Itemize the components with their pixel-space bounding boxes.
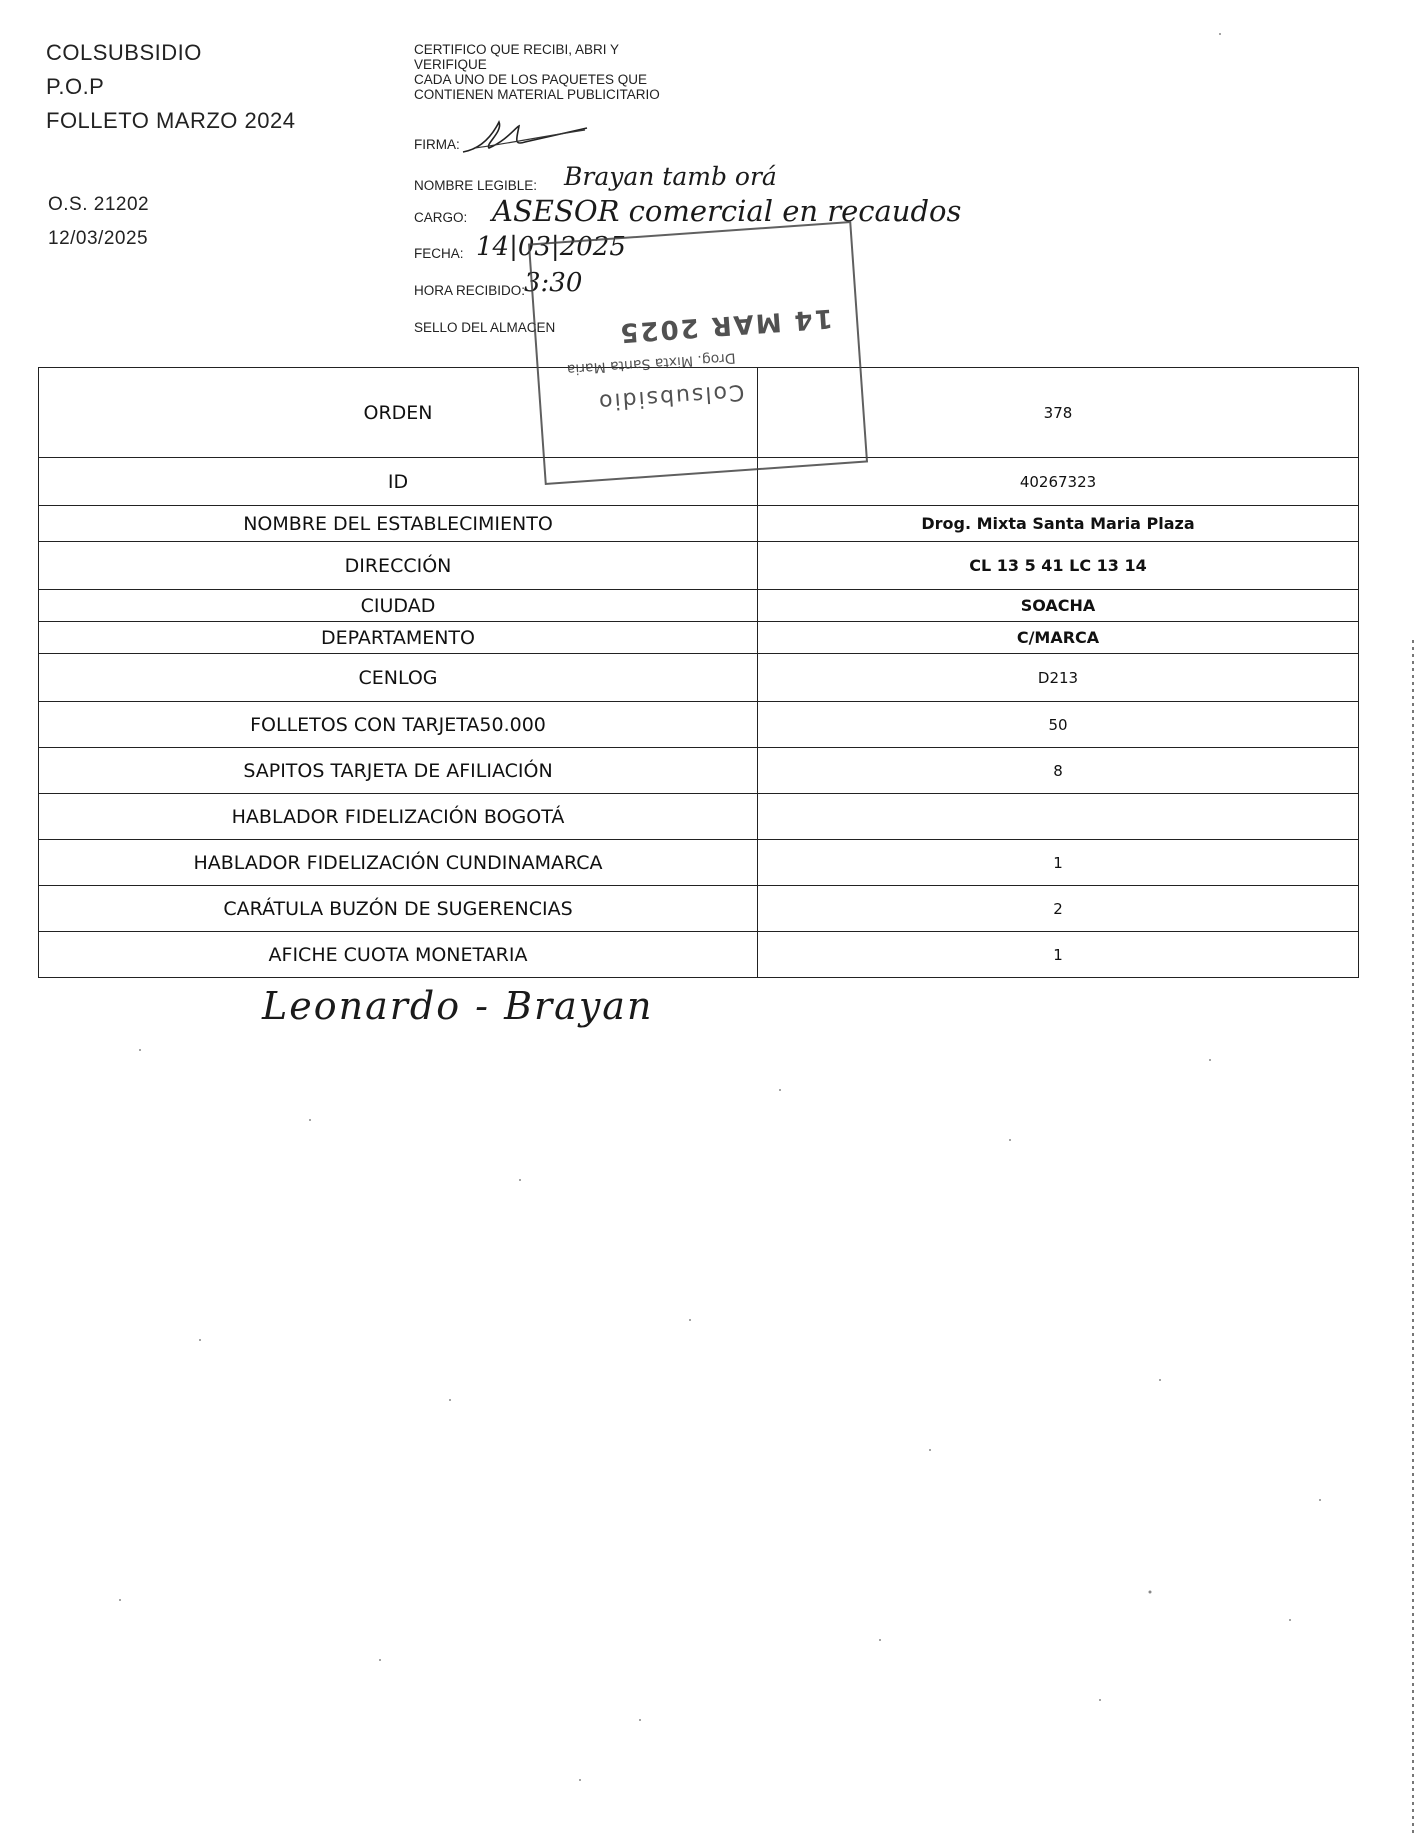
row-label: ID (39, 458, 758, 506)
nombre-label: NOMBRE LEGIBLE: (414, 178, 538, 193)
row-label: HABLADOR FIDELIZACIÓN BOGOTÁ (39, 794, 758, 840)
sello-label: SELLO DEL ALMACEN (414, 320, 556, 335)
row-value: SOACHA (758, 590, 1359, 622)
cert-line-1: CERTIFICO QUE RECIBI, ABRI Y (414, 42, 620, 57)
company-name: COLSUBSIDIO (46, 40, 202, 65)
row-label: ORDEN (39, 368, 758, 458)
cert-line-2: VERIFIQUE (414, 57, 487, 72)
row-label: NOMBRE DEL ESTABLECIMIENTO (39, 506, 758, 542)
service-order: O.S. 21202 (48, 194, 150, 215)
row-label: DIRECCIÓN (39, 542, 758, 590)
campaign-title: FOLLETO MARZO 2024 (46, 108, 296, 133)
row-value: Drog. Mixta Santa Maria Plaza (758, 506, 1359, 542)
row-value: 1 (758, 932, 1359, 978)
row-label: SAPITOS TARJETA DE AFILIACIÓN (39, 748, 758, 794)
cargo-handwritten: ASESOR comercial en recaudos (492, 194, 962, 228)
stamp-date: 14 MAR 2025 (617, 302, 834, 348)
order-date: 12/03/2025 (48, 228, 149, 249)
footer-handwriting: Leonardo - Brayan (262, 984, 654, 1028)
row-value: CL 13 5 41 LC 13 14 (758, 542, 1359, 590)
row-label: CARÁTULA BUZÓN DE SUGERENCIAS (39, 886, 758, 932)
fecha-label: FECHA: (414, 246, 464, 261)
row-value: 50 (758, 702, 1359, 748)
stamp-line-1: Colsubsidio (596, 378, 746, 415)
row-value: 1 (758, 840, 1359, 886)
fecha-handwritten: 14|03|2025 (476, 232, 626, 262)
row-label: CIUDAD (39, 590, 758, 622)
material-type: P.O.P (46, 74, 105, 99)
row-value: 378 (758, 368, 1359, 458)
row-value: 2 (758, 886, 1359, 932)
nombre-handwritten: Brayan tamb orá (564, 162, 777, 191)
row-value: 40267323 (758, 458, 1359, 506)
hora-label: HORA RECIBIDO: (414, 283, 526, 298)
row-label: AFICHE CUOTA MONETARIA (39, 932, 758, 978)
cert-line-3: CADA UNO DE LOS PAQUETES QUE (414, 72, 648, 87)
cargo-label: CARGO: (414, 210, 468, 225)
row-label: FOLLETOS CON TARJETA50.000 (39, 702, 758, 748)
stamp-line-2: Drog. Mixta Santa Maria (566, 349, 737, 378)
row-label: CENLOG (39, 654, 758, 702)
firma-label: FIRMA: (414, 137, 460, 152)
row-label: DEPARTAMENTO (39, 622, 758, 654)
row-value: C/MARCA (758, 622, 1359, 654)
cert-line-4: CONTIENEN MATERIAL PUBLICITARIO (414, 87, 660, 102)
hora-handwritten: 3:30 (524, 268, 583, 298)
row-value: 8 (758, 748, 1359, 794)
row-label: HABLADOR FIDELIZACIÓN CUNDINAMARCA (39, 840, 758, 886)
row-value: D213 (758, 654, 1359, 702)
